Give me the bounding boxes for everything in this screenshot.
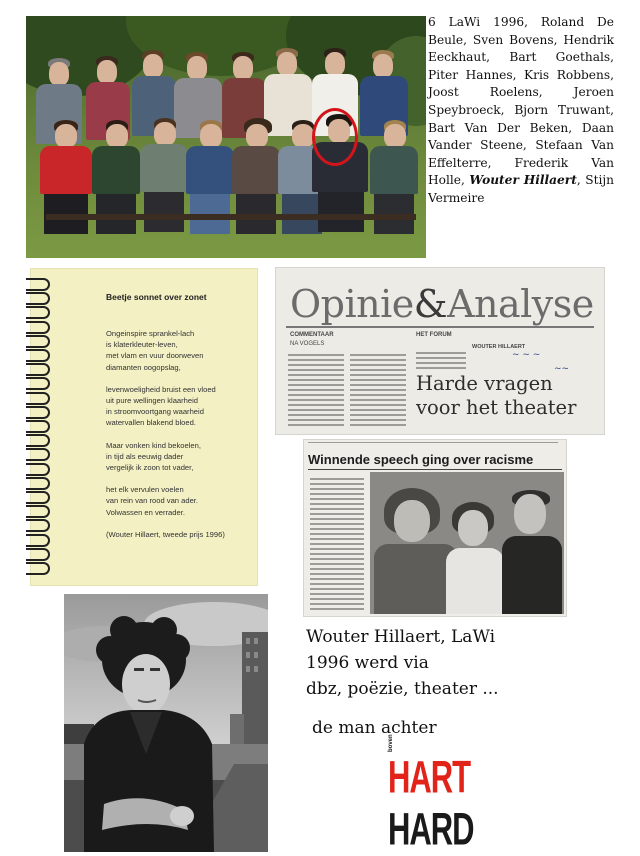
spiral-coil <box>26 292 50 305</box>
caption-number: 6 <box>428 15 436 29</box>
clipping-top-rule <box>308 442 558 446</box>
spiral-binding <box>26 278 50 578</box>
headline-rule <box>308 469 562 470</box>
article-text-column <box>310 478 364 613</box>
handwritten-note: ~~ <box>554 364 570 374</box>
column-text-middle <box>350 354 406 429</box>
spiral-coil <box>26 349 50 362</box>
spiral-coil <box>26 534 50 547</box>
sonnet-stanza <box>106 328 256 373</box>
sonnet-signature: (Wouter Hillaert, tweede prijs 1996) <box>106 529 225 539</box>
portrait-photo <box>64 594 268 852</box>
sonnet-line: Ongeinspire sprankel-lach <box>106 329 195 338</box>
headline-line: voor het theater <box>416 396 577 419</box>
masthead-ampersand: & <box>413 282 448 326</box>
summary-text <box>306 624 586 702</box>
spiral-coil <box>26 377 50 390</box>
sonnet-line: van rein van rood van ader. <box>106 496 199 506</box>
sonnet-stanza <box>106 484 256 518</box>
sonnet-line: uit pure wellingen klaarheid <box>106 396 199 406</box>
logo-word-hard: HARD <box>388 804 474 855</box>
sonnet-line: diamanten oogopslag, <box>106 362 181 372</box>
sonnet-line: in tijd als eeuwig dader <box>106 451 184 461</box>
summary-line: Wouter Hillaert, LaWi <box>306 627 496 647</box>
spiral-coil <box>26 363 50 376</box>
column-subheading-left: NA VOGELS <box>290 341 325 347</box>
masthead-rule <box>286 326 594 328</box>
masthead-word-2: Analyse <box>447 282 594 326</box>
masthead-word-1: Opinie <box>290 282 414 326</box>
spiral-coil <box>26 548 50 561</box>
sonnet-line: watervallen blakend bloed. <box>106 418 196 428</box>
sonnet-line: in stroomvoortgang waarheid <box>106 407 204 417</box>
spiral-coil <box>26 306 50 319</box>
class-photo <box>26 16 426 258</box>
sonnet-stanza <box>106 440 256 474</box>
bench <box>46 214 416 220</box>
handwritten-note: ~ ~ ~ <box>512 350 541 360</box>
caption-tail: , Stijn Vermeire <box>428 173 614 205</box>
sonnet-body <box>106 328 256 540</box>
photo-caption <box>428 14 614 208</box>
hart-boven-hard-logo <box>388 734 492 855</box>
racisme-headline: Winnende speech ging over racisme <box>308 452 534 467</box>
sonnet-stanza <box>106 384 256 429</box>
sonnet-title: Beetje sonnet over zonet <box>106 292 207 302</box>
spiral-coil <box>26 519 50 532</box>
sonnet-line: Volwassen en verrader. <box>106 507 185 517</box>
spiral-coil <box>26 420 50 433</box>
spiral-coil <box>26 278 50 291</box>
opinie-newspaper-clipping <box>276 268 604 434</box>
opinie-masthead <box>290 282 594 326</box>
sonnet-notebook-page <box>30 268 258 586</box>
sonnet-line: levenwoeligheid bruist een vloed <box>106 384 216 394</box>
spiral-coil <box>26 491 50 504</box>
spiral-coil <box>26 562 50 575</box>
sonnet-line: Maar vonken kind bekoelen, <box>106 440 201 450</box>
spiral-coil <box>26 477 50 490</box>
logo-word-boven: boven <box>388 734 394 752</box>
students-photo <box>370 472 564 614</box>
spiral-coil <box>26 448 50 461</box>
portrait-illustration <box>64 594 268 852</box>
summary-line: 1996 werd via <box>306 653 429 673</box>
caption-names: LaWi 1996, Roland De Beule, Sven Bovens, Hendrik Eeckhaut, Bart Goethals, Piter Hannes, Kris Robbens, Joost Roelens, Jeroen Speybroeck, Bjorn Truwant, Bart Van Der Beken, Daan Vander Steene, Stefaan Van Effelterre, Frederik Van Holle, <box>428 15 615 188</box>
column-text-left <box>288 354 344 429</box>
highlight-circle <box>312 108 358 166</box>
racisme-newspaper-clipping <box>304 440 566 616</box>
sonnet-line: is klaterkleuter-leven, <box>106 340 178 350</box>
caption-highlight-name: Wouter Hillaert <box>469 173 577 188</box>
spiral-coil <box>26 321 50 334</box>
summary-line: dbz, poëzie, theater ... <box>306 679 499 699</box>
column-heading-right: HET FORUM <box>416 332 452 338</box>
spiral-coil <box>26 463 50 476</box>
sonnet-line: met vlam en vuur doorweven <box>106 351 204 361</box>
logo-word-hart: HART <box>388 752 471 803</box>
summary-line-man-achter: de man achter <box>312 718 437 738</box>
spiral-coil <box>26 434 50 447</box>
article-byline: WOUTER HILLAERT <box>472 344 526 350</box>
spiral-coil <box>26 392 50 405</box>
sonnet-line: vergelijk ik zoon tot vader, <box>106 463 194 473</box>
sonnet-line: het elk vervulen voelen <box>106 485 184 495</box>
spiral-coil <box>26 505 50 518</box>
headline-line: Harde vragen <box>416 372 553 395</box>
column-text-right <box>416 352 466 372</box>
column-heading-left: COMMENTAAR <box>290 332 334 338</box>
spiral-coil <box>26 406 50 419</box>
spiral-coil <box>26 335 50 348</box>
harde-vragen-headline <box>416 372 602 420</box>
